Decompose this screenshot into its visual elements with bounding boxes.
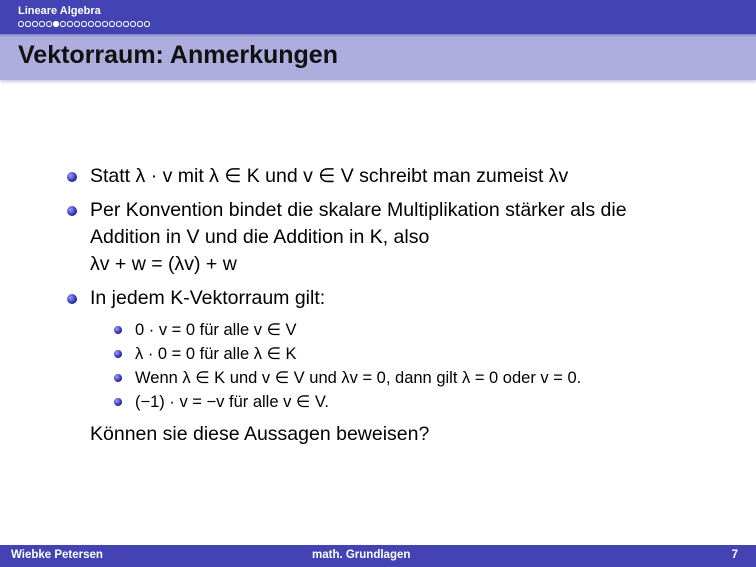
page-number: 7 [731,549,738,561]
bullet-item [67,197,747,278]
nav-dot[interactable] [25,21,31,27]
footer-bar [0,545,756,567]
nav-dot[interactable] [123,21,129,27]
frame-title-bar [0,34,756,80]
nav-dot[interactable] [102,21,108,27]
closing-question: Können sie diese Aussagen beweisen? [90,423,430,445]
sub-list [114,318,747,414]
nav-dot[interactable] [39,21,45,27]
sub-item [114,318,747,342]
bullet-icon [114,398,122,406]
sub-item-text: Wenn λ ∈ K und v ∈ V und λv = 0, dann gilt λ = 0 oder v = 0. [135,369,582,387]
frame-title: Vektorraum: Anmerkungen [18,41,338,69]
nav-dot[interactable] [116,21,122,27]
bullet-text: Statt λ · v mit λ ∈ K und v ∈ V schreibt man zumeist λv [90,165,569,187]
formula: λv + w = (λv) + w [90,253,237,275]
nav-dot[interactable] [130,21,136,27]
sub-item-text: 0 · v = 0 für alle v ∈ V [135,321,297,339]
nav-dot[interactable] [53,21,59,27]
sub-item-text: (−1) · v = −v für alle v ∈ V. [135,393,329,411]
header-bar [0,0,756,34]
bullet-text-line: Per Konvention bindet die skalare Multiplikation stärker als die [90,199,627,221]
bullet-item [67,285,747,312]
section-title[interactable]: Lineare Algebra [18,5,101,17]
footer-author: Wiebke Petersen [11,549,103,561]
nav-dot[interactable] [67,21,73,27]
nav-dot[interactable] [137,21,143,27]
sub-item [114,366,747,390]
nav-dot[interactable] [81,21,87,27]
slide-navigation-dots [18,21,150,27]
nav-dot[interactable] [60,21,66,27]
nav-dot[interactable] [95,21,101,27]
footer-title: math. Grundlagen [312,549,411,561]
slide-content [67,163,747,448]
bullet-icon [67,172,77,182]
nav-dot[interactable] [109,21,115,27]
nav-dot[interactable] [46,21,52,27]
sub-item [114,342,747,366]
bullet-text-line: Addition in V und die Addition in K, also [90,226,430,248]
bullet-icon [114,350,122,358]
bullet-icon [114,326,122,334]
bullet-item [67,163,747,190]
bullet-icon [67,294,77,304]
bullet-icon [114,374,122,382]
nav-dot[interactable] [32,21,38,27]
nav-dot[interactable] [88,21,94,27]
nav-dot[interactable] [74,21,80,27]
bullet-text: In jedem K-Vektorraum gilt: [90,287,326,309]
nav-dot[interactable] [144,21,150,27]
sub-item-text: λ · 0 = 0 für alle λ ∈ K [135,345,297,363]
nav-dot[interactable] [18,21,24,27]
bullet-icon [67,206,77,216]
sub-item [114,390,747,414]
